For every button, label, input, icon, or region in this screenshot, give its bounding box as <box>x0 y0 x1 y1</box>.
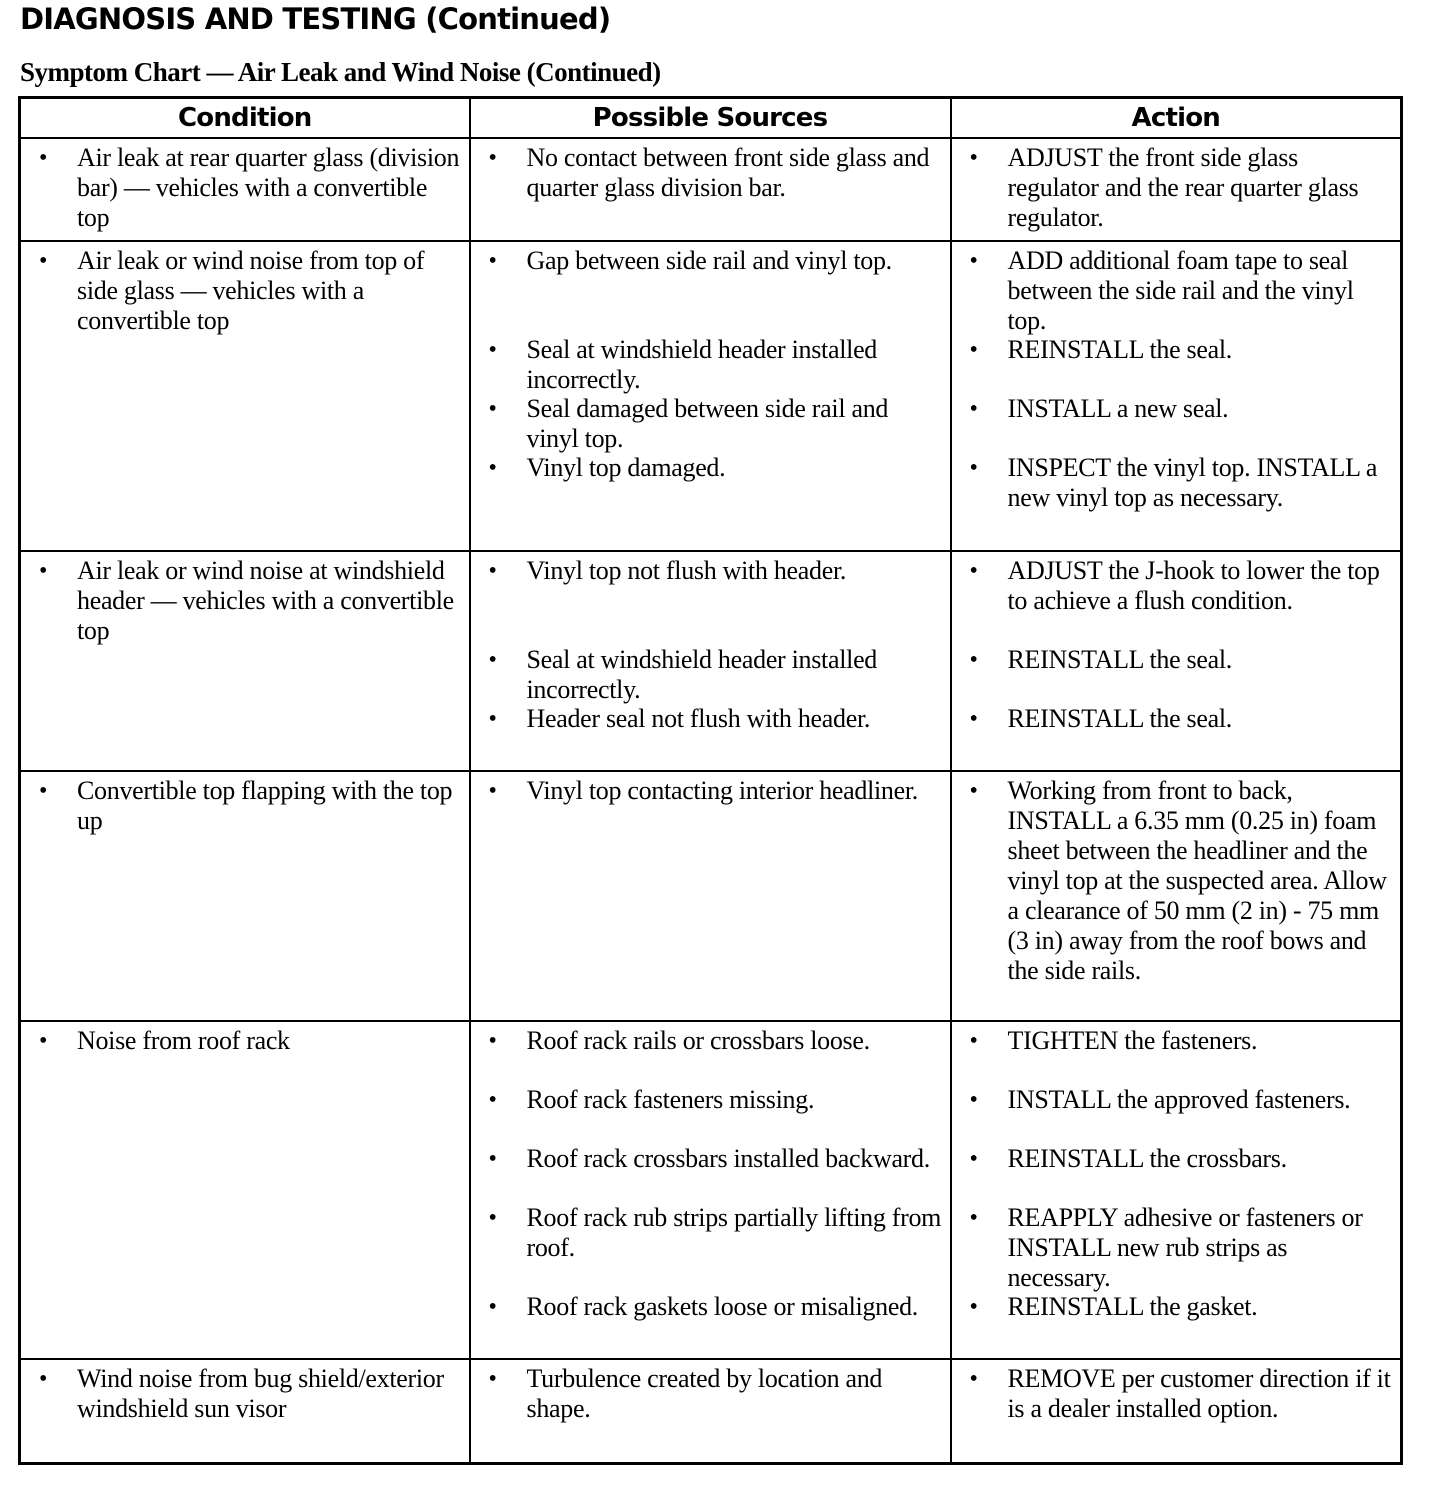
action-item <box>960 1364 1393 1424</box>
action-cell-list <box>960 143 1393 238</box>
bullet-icon: • <box>488 396 497 422</box>
condition-cell <box>20 1359 470 1464</box>
bullet-icon: • <box>488 1366 497 1392</box>
source-item <box>479 1026 942 1056</box>
source-item-text: No contact between front side glass and quarter glass division bar. <box>526 143 930 202</box>
source-item-text: Vinyl top not flush with header. <box>526 556 847 585</box>
table-header-row <box>20 98 1402 139</box>
source-item-text: Roof rack crossbars installed backward. <box>526 1144 930 1173</box>
source-item <box>479 394 942 454</box>
condition-cell-list <box>29 143 461 238</box>
possible-sources-cell-list <box>479 776 942 1018</box>
bullet-icon: • <box>488 647 497 673</box>
source-item <box>479 1144 942 1174</box>
bullet-icon: • <box>488 1294 497 1320</box>
condition-item <box>29 1026 461 1056</box>
bullet-icon: • <box>969 1366 978 1392</box>
condition-cell <box>20 241 470 551</box>
action-cell <box>951 138 1402 241</box>
possible-sources-cell <box>470 771 951 1021</box>
source-item-text: Vinyl top contacting interior headliner. <box>526 776 918 805</box>
condition-item <box>29 776 461 836</box>
source-item <box>479 143 942 203</box>
bullet-icon: • <box>969 778 978 804</box>
action-cell <box>951 1021 1402 1359</box>
condition-cell <box>20 551 470 771</box>
condition-item-text: Wind noise from bug shield/exterior windshield sun visor <box>77 1364 444 1423</box>
bullet-icon: • <box>488 337 497 363</box>
possible-sources-cell <box>470 1359 951 1464</box>
column-header-condition: Condition <box>20 98 470 139</box>
bullet-icon: • <box>969 1294 978 1320</box>
action-cell <box>951 1359 1402 1464</box>
condition-cell <box>20 138 470 241</box>
action-item-text: REMOVE per customer direction if it is a dealer installed option. <box>1007 1364 1391 1423</box>
condition-cell-list <box>29 246 461 548</box>
condition-item-text: Convertible top flapping with the top up <box>77 776 453 835</box>
condition-item-text: Air leak or wind noise from top of side glass — vehicles with a convertible top <box>77 246 425 335</box>
possible-sources-cell-list <box>479 246 942 548</box>
source-item <box>479 335 942 395</box>
source-item <box>479 776 942 806</box>
bullet-icon: • <box>488 558 497 584</box>
condition-item <box>29 246 461 336</box>
action-cell <box>951 771 1402 1021</box>
condition-item-text: Air leak at rear quarter glass (division bar) — vehicles with a convertible top <box>77 143 460 232</box>
bullet-icon: • <box>969 396 978 422</box>
table-row <box>20 138 1402 241</box>
possible-sources-cell <box>470 1021 951 1359</box>
bullet-icon: • <box>969 1146 978 1172</box>
action-item-text: REINSTALL the gasket. <box>1007 1292 1258 1321</box>
source-item-text: Turbulence created by location and shape. <box>526 1364 883 1423</box>
bullet-icon: • <box>39 145 48 171</box>
symptom-chart-table <box>18 96 1403 1465</box>
possible-sources-cell-list <box>479 556 942 768</box>
condition-cell-list <box>29 1026 461 1356</box>
bullet-icon: • <box>488 706 497 732</box>
source-item <box>479 1292 942 1322</box>
bullet-icon: • <box>39 778 48 804</box>
bullet-icon: • <box>488 1087 497 1113</box>
action-item <box>960 394 1393 424</box>
action-item <box>960 246 1393 336</box>
bullet-icon: • <box>969 706 978 732</box>
bullet-icon: • <box>969 337 978 363</box>
source-item-text: Seal at windshield header installed incorrectly. <box>526 335 878 394</box>
source-item-text: Seal damaged between side rail and vinyl top. <box>526 394 889 453</box>
bullet-icon: • <box>488 1146 497 1172</box>
condition-cell-list <box>29 1364 461 1460</box>
action-item <box>960 704 1393 734</box>
action-cell-list <box>960 1026 1393 1356</box>
bullet-icon: • <box>488 1028 497 1054</box>
source-item <box>479 1364 942 1424</box>
possible-sources-cell <box>470 138 951 241</box>
table-row <box>20 1359 1402 1464</box>
action-item <box>960 1292 1393 1322</box>
table-row <box>20 551 1402 771</box>
bullet-icon: • <box>969 455 978 481</box>
action-item-text: REINSTALL the seal. <box>1007 645 1232 674</box>
action-item <box>960 1203 1393 1293</box>
action-item-text: REAPPLY adhesive or fasteners or INSTALL new rub strips as necessary. <box>1007 1203 1363 1292</box>
bullet-icon: • <box>969 647 978 673</box>
action-item-text: INSTALL a new seal. <box>1007 394 1229 423</box>
possible-sources-cell <box>470 551 951 771</box>
action-item-text: INSPECT the vinyl top. INSTALL a new vinyl top as necessary. <box>1007 453 1378 512</box>
action-item-text: REINSTALL the seal. <box>1007 704 1232 733</box>
source-item <box>479 1203 942 1263</box>
source-item-text: Gap between side rail and vinyl top. <box>526 246 892 275</box>
action-item <box>960 453 1393 513</box>
source-item-text: Roof rack gaskets loose or misaligned. <box>526 1292 919 1321</box>
source-item <box>479 704 942 734</box>
bullet-icon: • <box>969 1205 978 1231</box>
condition-item-text: Air leak or wind noise at windshield header — vehicles with a convertible top <box>77 556 454 645</box>
possible-sources-cell <box>470 241 951 551</box>
action-item-text: REINSTALL the crossbars. <box>1007 1144 1287 1173</box>
column-header-possible-sources: Possible Sources <box>470 98 951 139</box>
action-item <box>960 1026 1393 1056</box>
action-item <box>960 645 1393 675</box>
condition-item <box>29 143 461 233</box>
bullet-icon: • <box>488 778 497 804</box>
bullet-icon: • <box>488 248 497 274</box>
condition-cell-list <box>29 556 461 768</box>
page-title: DIAGNOSIS AND TESTING (Continued) <box>20 2 611 36</box>
bullet-icon: • <box>39 1028 48 1054</box>
bullet-icon: • <box>488 145 497 171</box>
bullet-icon: • <box>969 248 978 274</box>
action-item <box>960 335 1393 365</box>
action-item <box>960 776 1393 986</box>
condition-cell <box>20 771 470 1021</box>
source-item-text: Roof rack rails or crossbars loose. <box>526 1026 870 1055</box>
column-header-action: Action <box>951 98 1402 139</box>
possible-sources-cell-list <box>479 143 942 238</box>
action-item-text: ADD additional foam tape to seal between the side rail and the vinyl top. <box>1007 246 1354 335</box>
source-item-text: Roof rack rub strips partially lifting from roof. <box>526 1203 942 1262</box>
action-cell-list <box>960 556 1393 768</box>
source-item <box>479 1085 942 1115</box>
action-item <box>960 556 1393 616</box>
action-cell <box>951 551 1402 771</box>
action-item-text: INSTALL the approved fasteners. <box>1007 1085 1351 1114</box>
action-item-text: Working from front to back, INSTALL a 6.35 mm (0.25 in) foam sheet between the headliner and the vinyl top at the suspected area. Allow a clearance of 50 mm (2 in) - 75 mm (3 in) away from the roof bows and the side rails. <box>1007 776 1387 985</box>
source-item-text: Vinyl top damaged. <box>526 453 726 482</box>
bullet-icon: • <box>969 1087 978 1113</box>
bullet-icon: • <box>39 558 48 584</box>
action-cell-list <box>960 246 1393 548</box>
condition-item <box>29 556 461 646</box>
chart-title: Symptom Chart — Air Leak and Wind Noise (Continued) <box>20 57 661 87</box>
bullet-icon: • <box>969 558 978 584</box>
action-item-text: ADJUST the front side glass regulator and the rear quarter glass regulator. <box>1007 143 1359 232</box>
action-item <box>960 143 1393 233</box>
possible-sources-cell-list <box>479 1364 942 1460</box>
source-item-text: Roof rack fasteners missing. <box>526 1085 815 1114</box>
bullet-icon: • <box>488 1205 497 1231</box>
table-row <box>20 1021 1402 1359</box>
bullet-icon: • <box>39 248 48 274</box>
action-item-text: TIGHTEN the fasteners. <box>1007 1026 1258 1055</box>
action-item <box>960 1085 1393 1115</box>
bullet-icon: • <box>488 455 497 481</box>
action-item <box>960 1144 1393 1174</box>
bullet-icon: • <box>969 145 978 171</box>
condition-item-text: Noise from roof rack <box>77 1026 290 1055</box>
condition-cell-list <box>29 776 461 1018</box>
action-cell <box>951 241 1402 551</box>
source-item <box>479 246 942 276</box>
action-item-text: ADJUST the J-hook to lower the top to achieve a flush condition. <box>1007 556 1380 615</box>
condition-item <box>29 1364 461 1424</box>
source-item <box>479 645 942 705</box>
action-item-text: REINSTALL the seal. <box>1007 335 1232 364</box>
action-cell-list <box>960 1364 1393 1460</box>
bullet-icon: • <box>969 1028 978 1054</box>
source-item-text: Header seal not flush with header. <box>526 704 871 733</box>
source-item <box>479 453 942 483</box>
table-body <box>20 138 1402 1464</box>
table-row <box>20 241 1402 551</box>
source-item-text: Seal at windshield header installed incorrectly. <box>526 645 878 704</box>
possible-sources-cell-list <box>479 1026 942 1356</box>
table-row <box>20 771 1402 1021</box>
condition-cell <box>20 1021 470 1359</box>
source-item <box>479 556 942 586</box>
bullet-icon: • <box>39 1366 48 1392</box>
action-cell-list <box>960 776 1393 1018</box>
